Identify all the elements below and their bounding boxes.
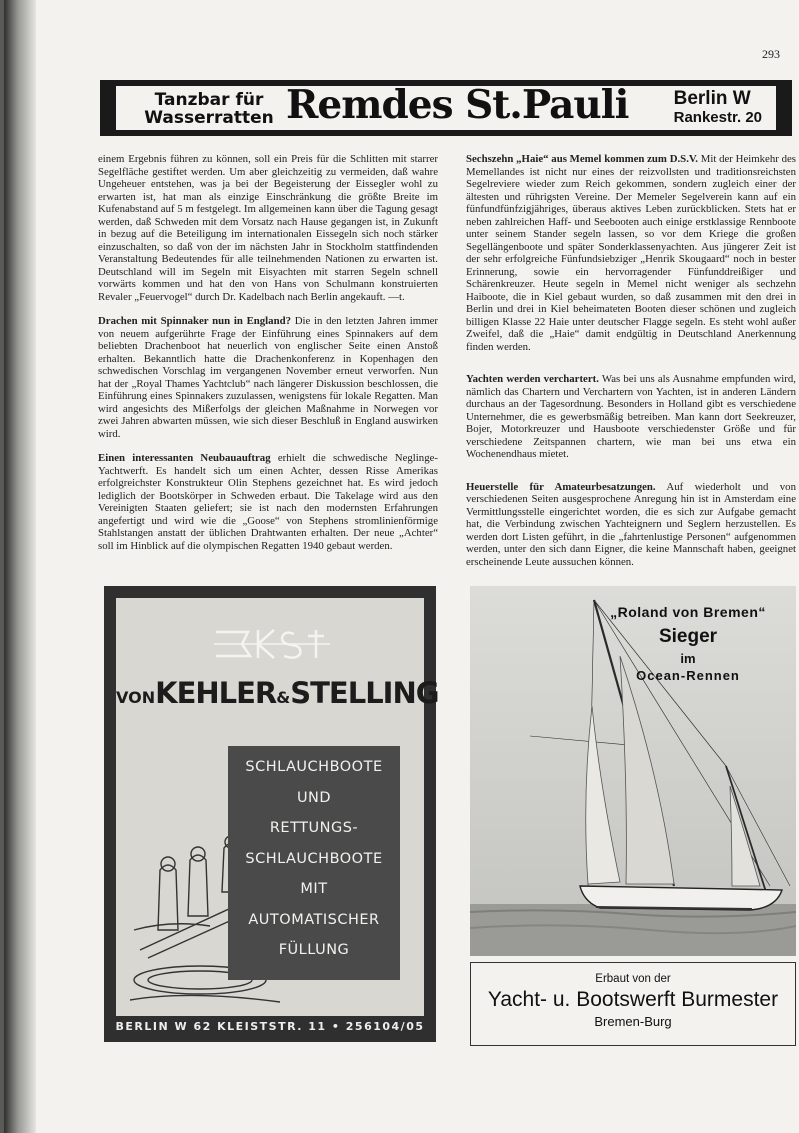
paragraph: Yachten werden verchartert. Was bei uns als Ausnahme empfunden wird, nämlich das Chartern und Verchartern von Yachten, ist in anderen Ländern durchaus an der Tagesordnung. Besonders in Holland gibt es verschiedene Unternehmer, die es gewerbsmäßig betreiben. Man kann dort Seekreuzer, Bojer, Motorkreuzer und Hausboote verschiedenster Größe und für verschiedene Zeitspannen chartern, wie man bei uns etwa ein Wochenendhaus mietet. <box>466 373 796 460</box>
shipyard-credit-box: Erbaut von der Yacht- u. Bootswerft Burmester Bremen-Burg <box>470 962 796 1046</box>
ad-panel <box>116 598 439 1016</box>
paragraph: Heuerstelle für Amateurbesatzungen. Auf wiederholt und von verschiedenen Seiten ausgesprochene Anregung hin ist in Amsterdam eine Vermittlungsstelle eingerichtet worden, die es sich zur Aufgabe gemacht hat, die Verbindung zwischen Yachteignern und Seglern herzustellen. Es werden dort Listen geführt, in die „fahrtenlustige Personen“ aufgenommen werden, unter den sich dann Eigner, die keine Mannschaft haben, geeignet erscheinende Leute aussuchen können. <box>466 480 796 568</box>
page-number: 293 <box>762 47 780 61</box>
book-spine-shadow <box>4 0 36 1133</box>
article-heading: Heuerstelle für Amateurbesatzungen. <box>466 480 656 493</box>
article-heading: Drachen mit Spinnaker nun in England? <box>98 315 291 327</box>
ad-address: BERLIN W 62 KLEISTSTR. 11 • 256104/05 <box>115 1020 425 1033</box>
product-list-box: SCHLAUCHBOOTE UND RETTUNGS- SCHLAUCHBOOTE MIT AUTOMATISCHER FÜLLUNG <box>228 746 400 980</box>
header-ad-name: Remdes St.Pauli <box>286 82 629 128</box>
paragraph: Drachen mit Spinnaker nun in England? Die in den letzten Jahren immer von neuem aufgerührte Frage der Einführung eines Spinnakers auf dem beliebten Drachenboot hat neuerlich von englischer Seite einen Anstoß erhalten. Bekanntlich hatte die Drachenkonferenz in Kopenhagen den schwedischen Vorschlag im vergangenen November erneut verworfen. Nun hat der „Royal Thames Yachtclub“ nach längerer Diskussion beschlossen, die Einführung eines Spinnakers zuzulassen, wenigstens für lokale Regatten. Man wird angesichts des Mißerfolgs der gleichen Maßnahme in Norwegen vor zwei Jahren abwarten müssen, wie sich dieser Beschluß in England auswirken wird. <box>98 315 438 440</box>
right-text-column <box>466 153 796 580</box>
header-ad-panel <box>116 82 776 130</box>
photo-caption: „Roland von Bremen“ Sieger im Ocean-Rennen <box>610 604 766 683</box>
yacht-photo <box>470 586 796 956</box>
header-ad-address: Berlin W Rankestr. 20 <box>673 88 762 126</box>
article-heading: Sechszehn „Haie“ aus Memel kommen zum D.S.V. <box>466 153 698 165</box>
paragraph: Einen interessanten Neubauauftrag erhielt die schwedische Neglinge-Yachtwerft. Es handelt sich um einen Achter, dessen Risse Amerikas erfolgreichster Konstrukteur Olin Stephens gezeichnet hat. Es wird jedoch lediglich der Bootskörper in Schweden erbaut. Die Takelage wird aus den Vereinigten Staaten geliefert; sie ist nach den modernsten Erfahrungen angefertigt und wird wie die „Goose“ von Stephens stromlinienförmige Stahlstangen anstatt der üblichen Drahtwanten erhalten. Der neue „Achter“ soll im Hinblick auf die olympischen Regatten 1940 gebaut werden. <box>98 452 438 552</box>
ksp-logo-icon <box>212 624 332 664</box>
kehler-stelling-advertisement <box>104 586 439 1042</box>
paragraph: einem Ergebnis führen zu können, soll ein Preis für die Schlitten mit starrer Segelfläche gestiftet werden. Um aber gleichzeitig zu vermeiden, daß wahre Ungeheuer entstehen, was ja bei der Begeisterung der Eissegler wohl zu erwarten ist, hat man als einzige Einschränkung die größte Breite im Kufenabstand auf 5 m festgelegt. Im allgemeinen kann über die Tagung gesagt werden, daß Schweden mit dem Vorsatz nach Hause gegangen ist, in Zukunft in bezug auf die Beteiligung im internationalen Eissegeln sich noch stärker einzuschalten, so daß von der im nächsten Jahr in Stockholm stattfindenden Veranstaltung Bedeutendes für alle teilnehmenden Nationen zu erwarten ist. Deutschland will im Segeln mit Eisyachten mit starren Segeln schnell vorwärts kommen und hat den von Hans von Schulmann konstruierten Revaler „Feuervogel“ durch Dr. Kadelbach nach Berlin angekauft. —t. <box>98 153 438 303</box>
magazine-page <box>4 0 799 1133</box>
header-ad-tagline: Tanzbar für Wasserratten <box>144 90 274 128</box>
company-name: VONKEHLER&STELLING <box>116 676 439 710</box>
article-heading: Einen interessanten Neubauauftrag <box>98 452 271 464</box>
header-advertisement <box>100 80 792 136</box>
article-heading: Yachten werden verchartert. <box>466 373 599 385</box>
left-text-column <box>98 153 438 564</box>
paragraph: Sechszehn „Haie“ aus Memel kommen zum D.S.V. Mit der Heimkehr des Memellandes ist nicht nur eines der reizvollsten und traditionsreichsten Segelreviere wieder zum Reich gekommen, sondern zugleich einer der ältesten und rührigsten Vereine. Der Memeler Segelverein kann auf ein fünfundfünfzigjähriges, überaus aktives Leben zurückblicken. Stets hat er neben zahlreichen Haff- und Seebooten auch einige erstklassige Rennboote unter seinem Stander segeln lassen, so vor dem Kriege die großen Segellängenboote und später Sonderklassenyachten. Aus jüngerer Zeit ist der sehr erfolgreiche Fünfundsiebziger „Henrik Skougaard“ noch in bester Erinnerung, sowie ein hervorragender Fünfunddreißiger und Schärenkreuzer. Heute segeln in Memel nicht weniger als sechzehn Haiboote, die in Kiel gebaut wurden, so daß zusammen mit den drei in Berlin und drei in Kiel beheimateten Booten dieser schönen und zugleich billigen Klasse 22 Haie unter deutscher Flagge segeln. Es steht wohl außer Zweifel, daß die „Haie“ damit endgültig in Deutschland Anerkennung finden werden. <box>466 153 796 353</box>
shipyard-name: Yacht- u. Bootswerft Burmester <box>487 988 779 1011</box>
burmester-advertisement <box>456 586 796 1046</box>
